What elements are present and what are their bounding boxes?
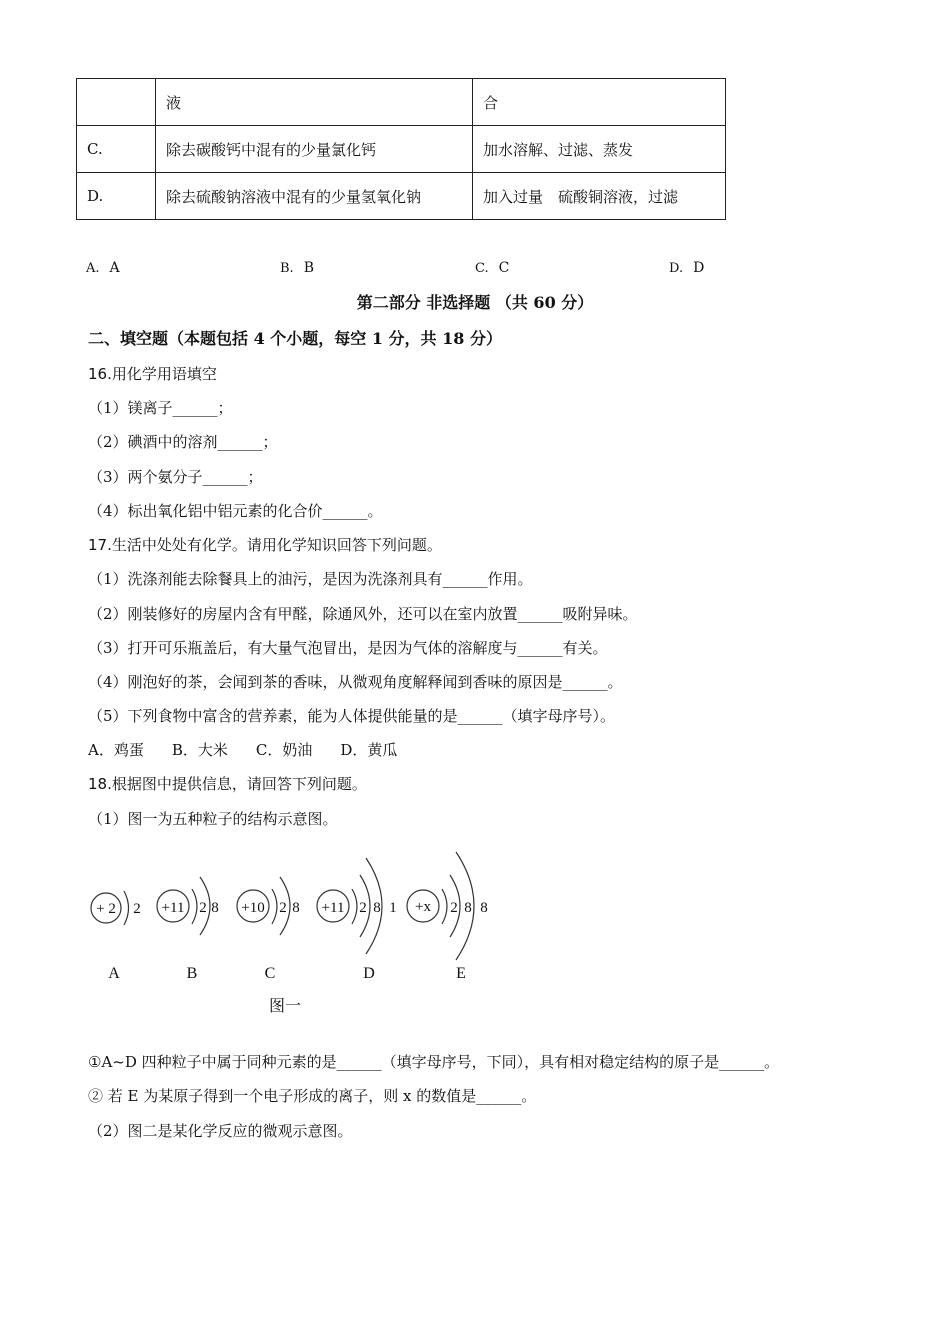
question-18-stem (88, 774, 367, 794)
table-cell-option (77, 79, 156, 126)
table-cell-method: 加入过量 硫酸铜溶液，过滤 (473, 173, 726, 220)
electron-shell (272, 889, 277, 924)
electron-count: 2 (279, 900, 287, 916)
options-table (76, 78, 726, 220)
particle-label: C (264, 965, 276, 982)
electron-count: 8 (464, 900, 472, 916)
question-16-item: （1）镁离子______； (88, 399, 233, 417)
table-cell-purpose: 除去硫酸钠溶液中混有的少量氢氧化钠 (156, 173, 473, 220)
question-16-item: （4）标出氧化铝中铝元素的化合价______。 (88, 502, 383, 520)
question-number: 17. (88, 536, 112, 554)
electron-count: 2 (199, 900, 207, 916)
question-18-sub2: （2）图二是某化学反应的微观示意图。 (88, 1122, 353, 1140)
answer-choice-c[interactable] (475, 260, 509, 276)
question-17-item: （2）刚装修好的房屋内含有甲醛，除通风外，还可以在室内放置______吸附异味。 (88, 605, 638, 623)
question-17-item: （5）下列食物中富含的营养素，能为人体提供能量的是______（填字母序号）。 (88, 707, 616, 725)
section-title: 二、填空题（本题包括 4 个小题，每空 1 分，共 18 分） (88, 329, 502, 348)
electron-shell (352, 889, 357, 924)
choice-label: D. (669, 261, 684, 276)
electron-count: 2 (133, 901, 141, 917)
choice-label: A. (86, 261, 100, 276)
table-cell-method: 合 (473, 79, 726, 126)
question-17-options (88, 740, 397, 760)
figure-caption: 图一 (268, 998, 302, 1015)
question-16-item: （2）碘酒中的溶剂______； (88, 433, 278, 451)
particle-label: D (363, 965, 375, 982)
option: A．鸡蛋 (88, 741, 144, 759)
question-16-item: （3）两个氨分子______； (88, 468, 263, 486)
question-18-sub1: （1）图一为五种粒子的结构示意图。 (88, 810, 338, 828)
question-text: 根据图中提供信息，请回答下列问题。 (111, 775, 367, 793)
choice-text: D (693, 260, 705, 276)
nucleus-charge: +11 (321, 900, 345, 916)
table-cell-purpose: 液 (156, 79, 473, 126)
option: C．奶油 (255, 741, 313, 759)
table-cell-option: C. (77, 126, 156, 173)
nucleus-charge: +10 (241, 900, 265, 916)
nucleus-charge: +x (415, 899, 431, 915)
choice-text: C (498, 260, 510, 276)
electron-shell (192, 889, 197, 924)
question-17-item: （4）刚泡好的茶，会闻到茶的香味，从微观角度解释闻到香味的原因是______。 (88, 673, 623, 691)
question-18-item: ② 若 E 为某原子得到一个电子形成的离子，则 x 的数值是______。 (88, 1087, 537, 1105)
nucleus-charge: + 2 (96, 901, 116, 917)
answer-choice-d[interactable] (669, 260, 704, 276)
answer-choice-b[interactable] (280, 260, 314, 276)
question-number: 16. (88, 365, 112, 383)
electron-shell (442, 889, 447, 924)
question-16-stem (88, 364, 217, 384)
question-17-stem (88, 535, 442, 555)
particle-label: E (456, 965, 466, 982)
table-row (77, 79, 726, 126)
electron-count: 8 (373, 900, 381, 916)
question-number: 18. (88, 775, 112, 793)
electron-count: 8 (211, 900, 219, 916)
choice-label: C. (475, 261, 489, 276)
electron-count: 8 (480, 900, 488, 916)
table-cell-option: D. (77, 173, 156, 220)
option: B．大米 (171, 741, 228, 759)
table-row (77, 173, 726, 220)
choice-text: A (109, 260, 120, 276)
particle-label: B (186, 965, 198, 982)
table-cell-purpose: 除去碳酸钙中混有的少量氯化钙 (156, 126, 473, 173)
question-text: 生活中处处有化学。请用化学知识回答下列问题。 (111, 536, 442, 554)
table-cell-method: 加水溶解、过滤、蒸发 (473, 126, 726, 173)
particle-label: A (108, 965, 120, 982)
electron-count: 2 (450, 900, 458, 916)
table-row (77, 126, 726, 173)
electron-shell (124, 891, 129, 925)
nucleus-charge: +11 (161, 900, 185, 916)
answer-choice-a[interactable] (86, 260, 120, 276)
question-18-item: ①A~D 四种粒子中属于同种元素的是______（填字母序号，下同），具有相对稳定结构的原子是______。 (88, 1053, 780, 1071)
question-17-item: （1）洗涤剂能去除餐具上的油污，是因为洗涤剂具有______作用。 (88, 570, 533, 588)
electron-count: 2 (359, 900, 367, 916)
atomic-structure-diagram (80, 842, 510, 1022)
option: D．黄瓜 (340, 741, 398, 759)
question-17-item: （3）打开可乐瓶盖后，有大量气泡冒出，是因为气体的溶解度与______有关。 (88, 639, 608, 657)
question-text: 用化学用语填空 (111, 365, 217, 383)
choice-label: B. (280, 261, 294, 276)
part-title: 第二部分 非选择题 （共 60 分） (356, 293, 594, 312)
choice-text: B (303, 260, 314, 276)
electron-count: 1 (389, 900, 397, 916)
electron-count: 8 (292, 900, 300, 916)
